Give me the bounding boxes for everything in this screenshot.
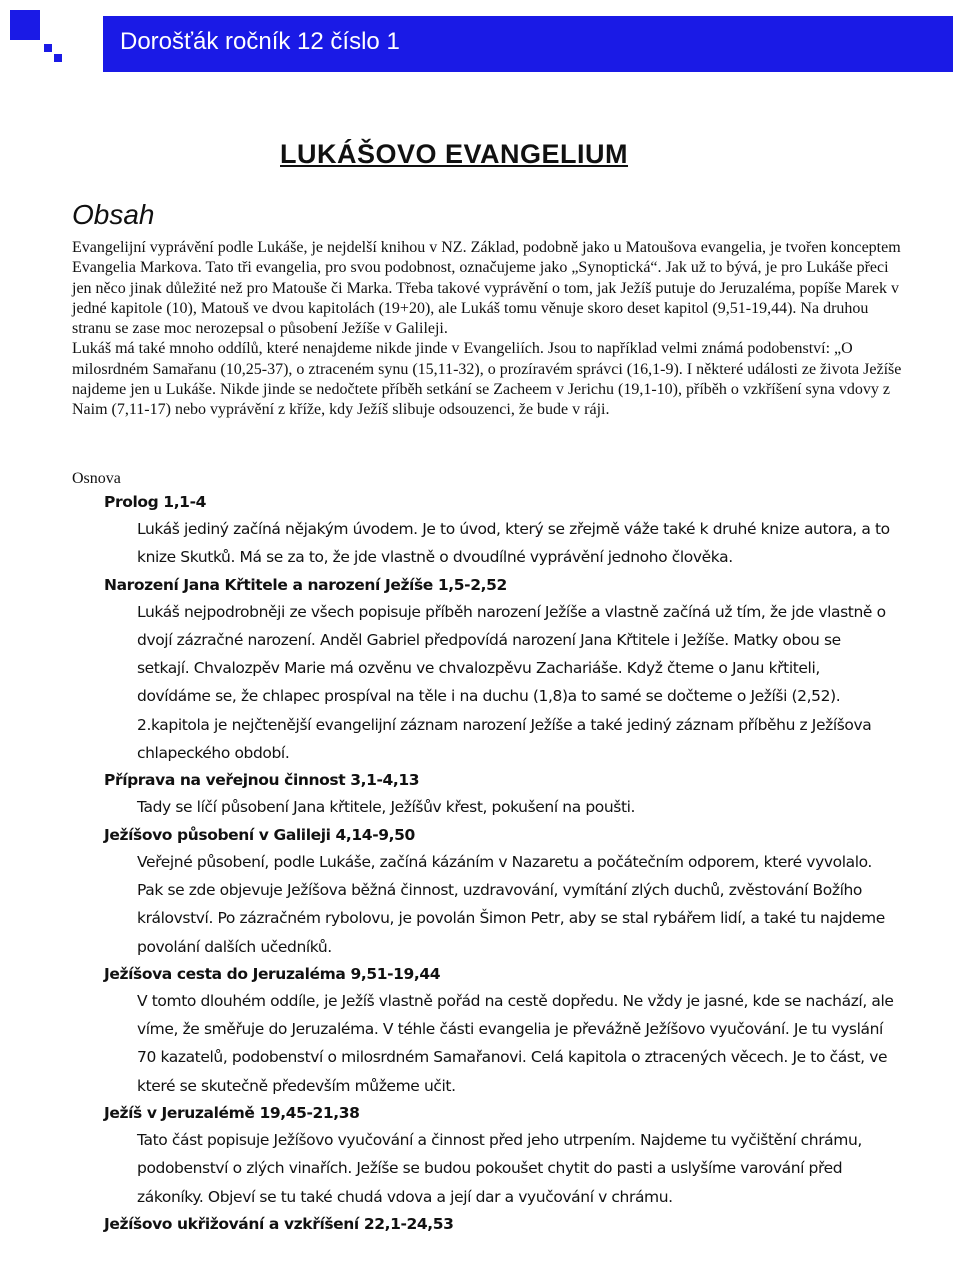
decor-square-small [54,54,62,62]
header-band [0,0,960,90]
outline-item [104,1211,894,1237]
outline-description: V tomto dlouhém oddíle, je Ježíš vlastně pořád na cestě dopředu. Ne vždy je jasné, kde se nachází, ale víme, že směřuje do Jeruzaléma. V téhle části evangelia je převážně Ježíšovo vyučování. Je tu vyslání 70 kazatelů, podobenství o milosrdném Samařanovi. Celá kapitola o ztracených věcech. Je to část, ve které se skutečně především můžeme učit. [137,991,894,1095]
outline-heading: Ježíšovo ukřižování a vzkříšení 22,1-24,53 [104,1214,454,1233]
header-title: Dorošťák ročník 12 číslo 1 [120,28,400,55]
outline-description: Tato část popisuje Ježíšovo vyučování a činnost před jeho utrpením. Najdeme tu vyčištění chrámu, podobenství o zlých vinařích. Ježíše se budou pokoušet chytit do pasti a uslyšíme varování před zákoníky. Objeví se tu také chudá vdova a její dar a vyučování v chrámu. [137,1131,862,1206]
outline-item [104,572,894,768]
outline-item [104,822,894,961]
outline-item [104,961,894,1100]
outline-label: Osnova [72,470,121,487]
outline-item [104,767,894,821]
decor-square-small [44,44,52,52]
outline-heading: Ježíšovo působení v Galileji 4,14-9,50 [104,825,415,844]
outline-description: Veřejné působení, podle Lukáše, začíná kázáním v Nazaretu a počátečním odporem, které vyvolalo. Pak se zde objevuje Ježíšova běžná činnost, uzdravování, vymítání zlých duchů, zvěstování Božího království. Po zázračném rybolovu, je povolán Šimon Petr, aby se stal rybářem lidí, a také tu najdeme povolání dalších učedníků. [137,852,885,956]
intro-text [72,238,902,421]
decor-square-large [10,10,40,40]
outline-description: Lukáš nejpodrobněji ze všech popisuje příběh narození Ježíše a vlastně začíná už tím, že jde vlastně o dvojí zázračné narození. Anděl Gabriel předpovídá narození Jana Křtitele i Ježíše. Matky obou se setkají. Chvalozpěv Marie má ozvěnu ve chvalozpěvu Zachariáše. Když čteme o Janu křtiteli, dovídáme se, že chlapec prospíval na těle i na duchu (1,8)a to samé se dočteme o Ježíši (2,52). 2.kapitola je nejčtenější evangelijní záznam narození Ježíše a také jediný záznam příběhu z Ježíšova chlapeckého období. [137,602,886,763]
intro-paragraph: Lukáš má také mnoho oddílů, které nenajdeme nikde jinde v Evangeliích. Jsou to například velmi známá podobenství: „O milosrdném Samařanu (10,25-37), o ztraceném synu (15,11-32), o prozíravém správci (16,1-9). I některé události ze života Ježíše najdeme jen u Lukáše. Nikde jinde se nedočtete příběh setkání se Zacheem v Jerichu (19,1-10), příběh o vzkříšení syna vdovy z Naim (7,11-17) nebo vyprávění z kříže, kdy Ježíš slibuje odsouzenci, že bude v ráji. [72,340,902,419]
outline-heading: Prolog 1,1-4 [104,493,206,511]
outline-description: Tady se líčí působení Jana křtitele, Ježíšův křest, pokušení na poušti. [137,798,636,817]
intro-paragraph: Evangelijní vyprávění podle Lukáše, je nejdelší knihou v NZ. Základ, podobně jako u Matoušova evangelia, je tvořen konceptem Evangelia Markova. Tato tři evangelia, pro svou podobnost, označujeme jako „Synoptická“. Jak už to bývá, je pro Lukáše přeci jen něco jinak důležité než pro Matouše či Marka. Třeba takové vyprávění o tom, jak Ježíš putuje do Jeruzaléma, popíše Marek v jedné kapitole (10), Matouš ve dvou kapitolách (19+20), ale Lukáš tomu věnuje skoro deset kapitol (9,51-19,44). Na druhou stranu se zase moc nerozepsal o působení Ježíše v Galileji. [72,239,901,338]
outline-list [104,489,894,1237]
outline-heading: Ježíšova cesta do Jeruzaléma 9,51-19,44 [104,964,441,983]
outline-item [104,489,894,572]
section-heading: Obsah [72,199,155,230]
outline-heading: Narození Jana Křtitele a narození Ježíše 1,5-2,52 [104,575,507,594]
outline-heading: Ježíš v Jeruzalémě 19,45-21,38 [104,1104,360,1123]
outline-item [104,1100,894,1211]
outline-description: Lukáš jediný začíná nějakým úvodem. Je to úvod, který se zřejmě váže také k druhé knize autora, a to knize Skutků. Má se za to, že jde vlastně o dvoudílné vyprávění jednoho člověka. [137,520,890,567]
outline-heading: Příprava na veřejnou činnost 3,1-4,13 [104,771,420,790]
document-title: LUKÁŠOVO EVANGELIUM [280,139,629,169]
